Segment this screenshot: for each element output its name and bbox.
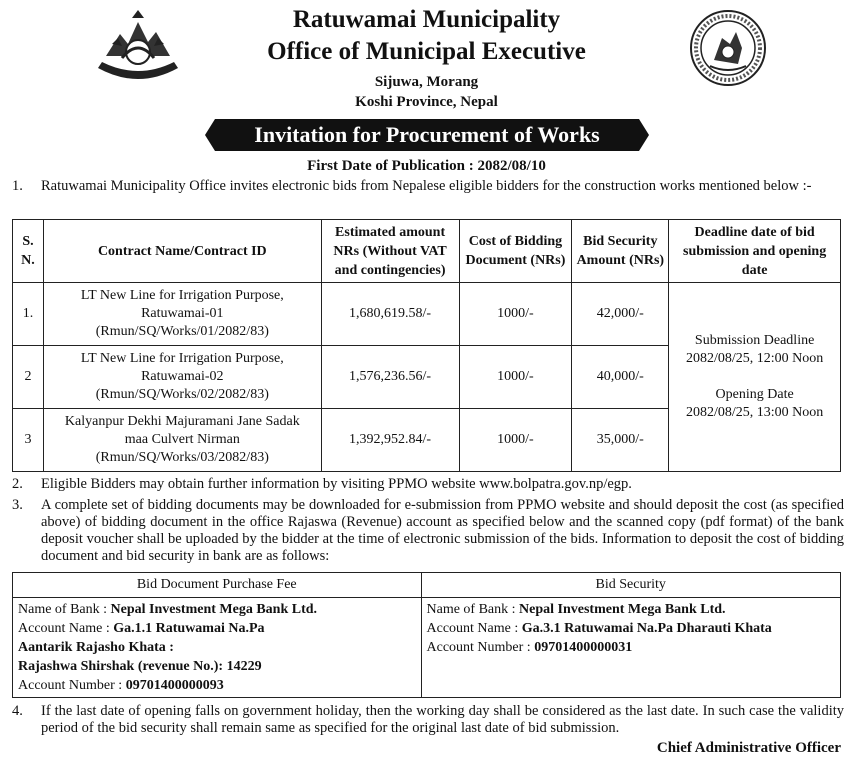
security-account-number: 09701400000031: [534, 640, 633, 655]
security-bank-details: [421, 598, 841, 698]
row-contract: [43, 346, 321, 409]
row-cost: 1000/-: [459, 283, 572, 346]
clause-text: A complete set of bidding documents may be downloaded for e-submission from PPMO website and should deposit the cost (as specified above) of bidding document in the office Rajaswa (Revenue) account as specified below and the scanned copy (pdf format) of the bank deposit voucher shall be uploaded by the bidder at the time of electronic submission of the bids. Information to deposit the cost of bidding document and bid security in bank are as follows:: [41, 497, 844, 564]
row-contract: [43, 409, 321, 472]
clause-3: [12, 497, 844, 565]
works-table: [12, 219, 841, 472]
security-account-number-label: Account Number :: [426, 640, 535, 655]
header-contract-name: Contract Name/Contract ID: [43, 220, 321, 283]
clause-number: 2.: [12, 476, 23, 492]
bank-details-table: [12, 572, 841, 698]
row-cost: 1000/-: [459, 346, 572, 409]
clause-text: Ratuwamai Municipality Office invites electronic bids from Nepalese eligible bidders for the construction works mentioned below :-: [41, 178, 812, 194]
fee-header: Bid Document Purchase Fee: [13, 573, 422, 598]
row-amount: 1,576,236.56/-: [321, 346, 459, 409]
bank-detail-row: [13, 598, 841, 698]
fee-bank-details: [13, 598, 422, 698]
fee-bank-name: Nepal Investment Mega Bank Ltd.: [110, 602, 318, 617]
fee-account-name: Ga.1.1 Ratuwamai Na.Pa: [113, 621, 265, 636]
row-security: 35,000/-: [572, 409, 669, 472]
header-deadline: Deadline date of bid submission and opening date: [669, 220, 841, 283]
address-line-2: Koshi Province, Nepal: [355, 94, 498, 110]
address-line-1: Sijuwa, Morang: [374, 74, 479, 90]
notice-banner: Invitation for Procurement of Works: [215, 119, 639, 151]
contract-name: LT New Line for Irrigation Purpose,: [80, 351, 284, 366]
security-bank-name: Nepal Investment Mega Bank Ltd.: [519, 602, 726, 617]
row-sn: 2: [13, 346, 44, 409]
row-sn: 1.: [13, 283, 44, 346]
header-bid-security: Bid Security Amount (NRs): [572, 220, 669, 283]
clause-number: 1.: [12, 178, 23, 194]
row-contract: [43, 283, 321, 346]
header-estimated-amount: Estimated amount NRs (Without VAT and contingencies): [321, 220, 459, 283]
contract-name-line2: maa Culvert Nirman: [124, 432, 240, 447]
submission-deadline-date: 2082/08/25, 12:00 Noon: [685, 351, 824, 366]
row-security: 42,000/-: [572, 283, 669, 346]
fee-account-number: 09701400000093: [125, 678, 224, 693]
publication-date: First Date of Publication : 2082/08/10: [307, 158, 546, 174]
contract-name: Kalyanpur Dekhi Majuramani Jane Sadak: [64, 414, 300, 429]
clause-1: [12, 178, 844, 195]
office-title: Office of Municipal Executive: [267, 38, 586, 65]
contract-id: (Rmun/SQ/Works/02/2082/83): [95, 387, 269, 402]
contract-name: LT New Line for Irrigation Purpose,: [80, 288, 284, 303]
table-row: [13, 283, 841, 346]
contract-name-line2: Ratuwamai-01: [141, 306, 224, 321]
fee-account-name-line2: Aantarik Rajasho Khata :: [18, 640, 174, 655]
municipality-title: Ratuwamai Municipality: [292, 6, 561, 33]
row-amount: 1,680,619.58/-: [321, 283, 459, 346]
clause-2: [12, 476, 844, 493]
row-cost: 1000/-: [459, 409, 572, 472]
contract-name-line2: Ratuwamai-02: [141, 369, 224, 384]
security-bank-label: Name of Bank :: [426, 602, 520, 617]
contract-id: (Rmun/SQ/Works/03/2082/83): [95, 450, 269, 465]
clause-text: Eligible Bidders may obtain further information by visiting PPMO website www.bolpatra.gov.np/egp.: [41, 476, 632, 492]
opening-date-label: Opening Date: [715, 387, 794, 402]
header-sn: S. N.: [13, 220, 44, 283]
header-document-cost: Cost of Bidding Document (NRs): [459, 220, 572, 283]
clause-number: 4.: [12, 703, 23, 719]
fee-bank-label: Name of Bank :: [18, 602, 111, 617]
contract-id: (Rmun/SQ/Works/01/2082/83): [95, 324, 269, 339]
clause-number: 3.: [12, 497, 23, 513]
bank-header-row: [13, 573, 841, 598]
signature: Chief Administrative Officer: [656, 740, 841, 756]
security-account-name-label: Account Name :: [426, 621, 522, 636]
fee-account-name-label: Account Name :: [18, 621, 114, 636]
row-amount: 1,392,952.84/-: [321, 409, 459, 472]
submission-deadline-label: Submission Deadline: [694, 333, 815, 348]
security-header: Bid Security: [421, 573, 841, 598]
clause-4: [12, 703, 844, 737]
fee-account-name-line3: Rajashwa Shirshak (revenue No.): 14229: [18, 659, 262, 674]
fee-account-number-label: Account Number :: [18, 678, 126, 693]
opening-date-value: 2082/08/25, 13:00 Noon: [685, 405, 824, 420]
row-sn: 3: [13, 409, 44, 472]
row-security: 40,000/-: [572, 346, 669, 409]
deadline-cell: [669, 283, 841, 472]
clause-text: If the last date of opening falls on government holiday, then the working day shall be considered as the last date. In such case the validity period of the bid security shall remain same as specified for the original last date of bid submission.: [41, 703, 844, 736]
security-account-name: Ga.3.1 Ratuwamai Na.Pa Dharauti Khata: [521, 621, 772, 636]
table-header-row: [13, 220, 841, 283]
